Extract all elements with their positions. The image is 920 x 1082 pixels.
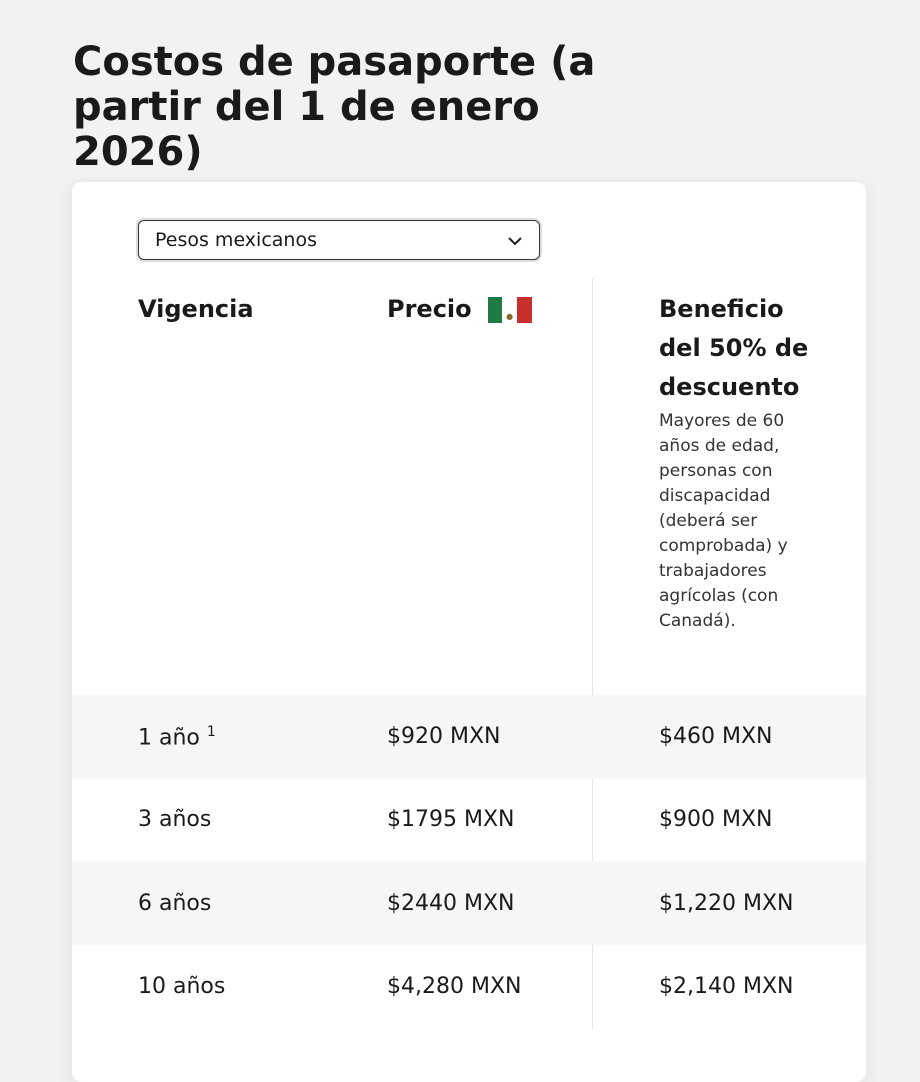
beneficio-cell: $1,220 MXN <box>659 891 794 916</box>
table-row <box>72 695 866 778</box>
currency-select-value: Pesos mexicanos <box>155 229 317 251</box>
vigencia-cell: 6 años <box>138 891 212 916</box>
precio-cell: $2440 MXN <box>387 891 515 916</box>
vigencia-cell: 10 años <box>138 974 226 999</box>
beneficio-cell: $2,140 MXN <box>659 974 794 999</box>
vigencia-cell <box>138 724 216 750</box>
beneficio-cell: $900 MXN <box>659 807 773 832</box>
chevron-down-icon <box>507 229 523 251</box>
precio-cell: $4,280 MXN <box>387 974 522 999</box>
precio-cell: $1795 MXN <box>387 807 515 832</box>
vigencia-cell: 3 años <box>138 807 212 832</box>
mexico-flag-icon: ● <box>488 297 532 323</box>
header-beneficio-note: Mayores de 60 años de edad, personas con discapacidad (deberá ser comprobada) y trabajadores agrícolas (con Canadá). <box>659 411 788 631</box>
header-beneficio <box>659 290 809 634</box>
header-vigencia: Vigencia <box>138 295 254 323</box>
header-precio-label: Precio <box>387 295 472 323</box>
table-row <box>72 778 866 861</box>
header-beneficio-label: Beneficio del 50% de descuento <box>659 295 809 401</box>
precio-cell: $920 MXN <box>387 724 501 749</box>
beneficio-cell: $460 MXN <box>659 724 773 749</box>
table-row <box>72 862 866 945</box>
header-precio <box>387 290 532 329</box>
vigencia-text: 1 año <box>138 725 200 751</box>
price-card <box>72 182 866 1082</box>
table-row <box>72 945 866 1028</box>
footnote-marker[interactable]: 1 <box>206 724 216 740</box>
currency-select[interactable] <box>138 220 540 260</box>
page-title: Costos de pasaporte (a partir del 1 de enero 2026) <box>73 39 596 175</box>
